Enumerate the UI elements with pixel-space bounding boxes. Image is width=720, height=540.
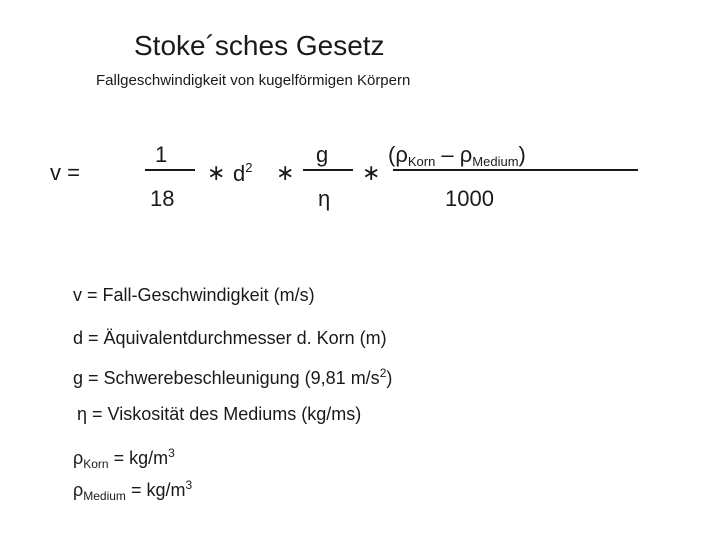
legend-rho-medium-exponent: 3 [185, 478, 193, 492]
legend-g [73, 366, 392, 389]
legend-rho-medium [73, 478, 192, 503]
legend-d: d = Äquivalentdurchmesser d. Korn (m) [73, 328, 387, 348]
legend-g-close: ) [386, 368, 393, 388]
legend-v: v = Fall-Geschwindigkeit (m/s) [73, 285, 315, 305]
fraction1-numerator: 1 [155, 142, 168, 167]
fraction1-denominator: 18 [150, 186, 175, 211]
legend-eta: η = Viskosität des Mediums (kg/ms) [77, 404, 362, 424]
fraction1-bar [145, 169, 195, 171]
fraction3-numerator [388, 142, 526, 169]
multiply-operator-2: ∗ [276, 160, 295, 185]
rho-korn-subscript: Korn [407, 154, 436, 169]
multiply-operator-3: ∗ [362, 160, 381, 185]
fraction3-bar [393, 169, 638, 171]
legend-rho-korn-symbol: ρ [73, 448, 84, 468]
page-title: Stoke´sches Gesetz [134, 30, 385, 61]
rho-medium-subscript: Medium [472, 154, 519, 169]
fraction2-numerator: g [316, 142, 329, 167]
d-squared [233, 160, 252, 187]
legend-rho-korn-exponent: 3 [168, 446, 175, 460]
d-base: d [233, 161, 246, 186]
formula-lhs: v = [50, 160, 80, 185]
d-exponent: 2 [245, 160, 253, 175]
legend-rho-korn-unit: = kg/m [108, 448, 169, 468]
multiply-operator-1: ∗ [207, 160, 226, 185]
legend-rho-korn-subscript: Korn [83, 457, 109, 471]
legend-g-exponent: 2 [379, 366, 387, 380]
rho-open: (ρ [388, 142, 408, 167]
legend-rho-korn [73, 446, 175, 471]
fraction2-denominator: η [318, 186, 331, 211]
fraction2-bar [303, 169, 353, 171]
legend-rho-medium-unit: = kg/m [125, 480, 186, 500]
rho-close: ) [518, 142, 526, 167]
legend-rho-medium-symbol: ρ [73, 480, 84, 500]
legend-g-text: g = Schwerebeschleunigung (9,81 m/s [73, 368, 380, 388]
rho-minus: – ρ [435, 142, 473, 167]
legend-rho-medium-subscript: Medium [83, 489, 126, 503]
page-subtitle: Fallgeschwindigkeit von kugelförmigen Körpern [96, 72, 411, 89]
fraction3-denominator: 1000 [445, 186, 494, 211]
